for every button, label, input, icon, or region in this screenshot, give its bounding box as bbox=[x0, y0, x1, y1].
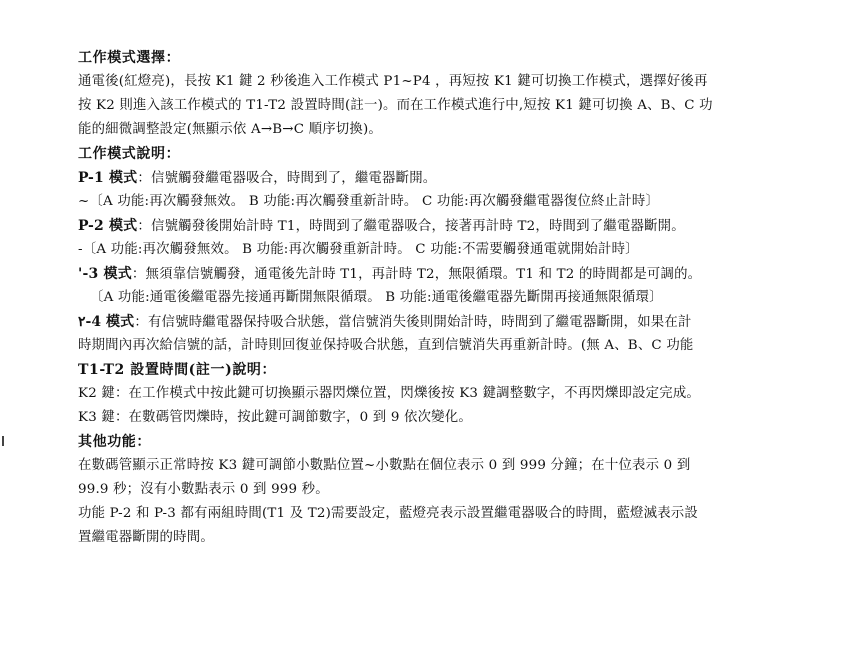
mode-p4-line bbox=[78, 313, 692, 332]
mode-p1-text: ：信號觸發繼電器吸合，時間到了，繼電器斷開。 bbox=[137, 171, 437, 186]
mode-p4-label: ٢-4 模式 bbox=[78, 314, 135, 330]
mode-p1-sub: ~〔A 功能:再次觸發無效。 B 功能:再次觸發重新計時。 C 功能:再次觸發繼電器復位終止計時〕 bbox=[78, 194, 660, 209]
mode-p4-text: ：有信號時繼電器保持吸合狀態，當信號消失後則開始計時，時間到了繼電器斷開，如果在計 bbox=[134, 315, 692, 330]
other-line-4: 置繼電器斷開的時間。 bbox=[78, 530, 214, 545]
mode-select-heading: 工作模式選擇： bbox=[78, 50, 181, 66]
other-line-3: 功能 P-2 和 P-3 都有兩組時間(T1 及 T2)需要設定，藍燈亮表示設置繼電器吸合的時間，藍燈滅表示設 bbox=[78, 506, 698, 521]
mode-p1-line bbox=[78, 169, 436, 188]
mode-select-line-3: 能的細微調整設定(無顯示依 A→B→C 順序切換)。 bbox=[78, 122, 382, 137]
mode-p2-line bbox=[78, 217, 685, 236]
t1t2-heading: T1-T2 設置時間(註一)說明： bbox=[78, 362, 277, 378]
other-line-1: 在數碼管顯示正常時按 K3 鍵可調節小數點位置~小數點在個位表示 0 到 999 分鐘；在十位表示 0 到 bbox=[78, 458, 691, 473]
mode-select-line-2: 按 K2 則進入該工作模式的 T1-T2 設置時間(註一)。而在工作模式進行中,短按 K1 鍵可切換 A、B、C 功 bbox=[78, 98, 713, 113]
t1t2-k2-line: K2 鍵：在工作模式中按此鍵可切換顯示器閃爍位置，閃爍後按 K3 鍵調整數字，不再閃爍即設定完成。 bbox=[78, 386, 701, 401]
mode-p2-text: ：信號觸發後開始計時 T1，時間到了繼電器吸合，接著再計時 T2，時間到了繼電器斷開。 bbox=[137, 219, 685, 234]
mode-desc-heading: 工作模式說明： bbox=[78, 146, 181, 162]
mode-p3-text: ：無須靠信號觸發，通電後先計時 T1，再計時 T2，無限循環。T1 和 T2 的時間都是可調的。 bbox=[131, 267, 702, 282]
other-heading: 其他功能： bbox=[78, 434, 151, 450]
t1t2-k3-line: K3 鍵：在數碼管閃爍時，按此鍵可調節數字，0 到 9 依次變化。 bbox=[78, 410, 472, 425]
mode-p2-sub: -〔A 功能:再次觸發無效。 B 功能:再次觸發重新計時。 C 功能:不需要觸發通電就開始計時〕 bbox=[78, 242, 639, 257]
mode-p3-sub: 〔A 功能:通電後繼電器先接通再斷開無限循環。 B 功能:通電後繼電器先斷開再接通無限循環〕 bbox=[90, 290, 663, 305]
mode-p2-label: P-2 模式 bbox=[78, 218, 138, 234]
page-edge-mark bbox=[2, 436, 4, 446]
mode-select-line-1: 通電後(紅燈亮)，長按 K1 鍵 2 秒後進入工作模式 P1~P4 ，再短按 K1 鍵可切換工作模式，選擇好後再 bbox=[78, 74, 708, 89]
other-line-2: 99.9 秒；沒有小數點表示 0 到 999 秒。 bbox=[78, 482, 329, 497]
mode-p3-line bbox=[78, 265, 701, 284]
mode-p1-label: P-1 模式 bbox=[78, 170, 138, 186]
mode-p3-label: '-3 模式 bbox=[78, 266, 132, 282]
mode-p4-cont: 時期間內再次給信號的話，計時則回復並保持吸合狀態，直到信號消失再重新計時。(無 A、B、C 功能 bbox=[78, 338, 694, 353]
